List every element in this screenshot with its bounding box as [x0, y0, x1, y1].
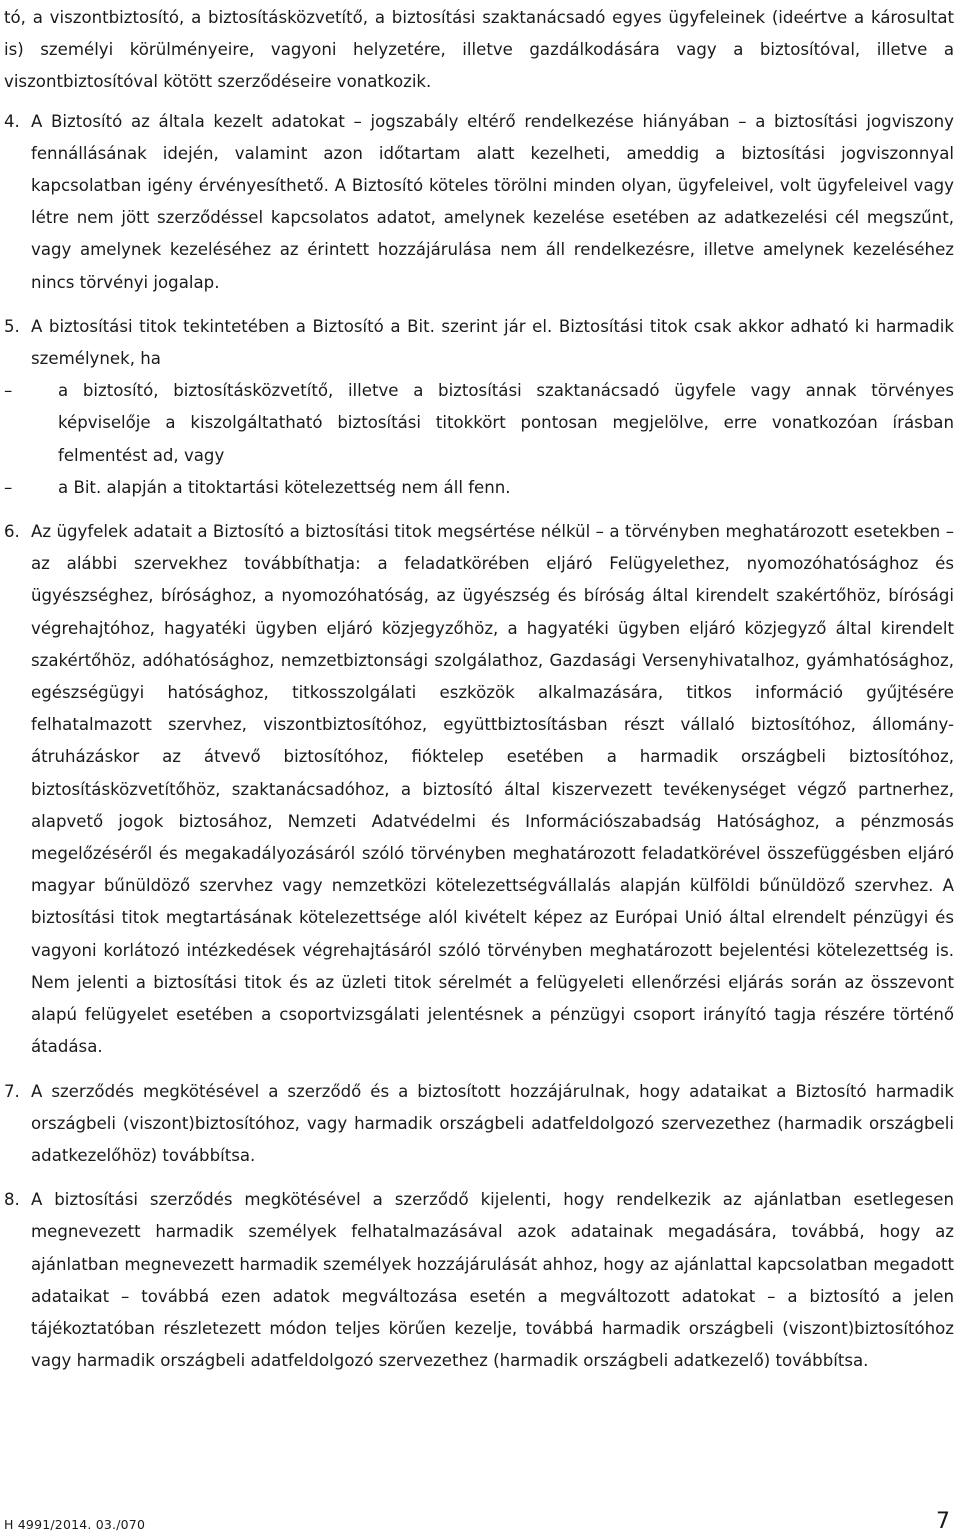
dash-marker: –	[4, 477, 13, 497]
list-item-8	[4, 1184, 954, 1377]
item-number: 6.	[4, 522, 20, 542]
list-item-6	[4, 516, 954, 1063]
intro-paragraph: tó, a viszontbiztosító, a biztosításközvetítő, a biztosítási szaktanácsadó egyes ügyfeleinek (ideértve a károsultat is) személyi körülményeire, vagyoni helyzetére, illetve gazdálkodására vagy a biztosítóval, illetve a viszontbiztosítóval kötött szerződéseire vonatkozik.	[4, 8, 954, 92]
item-number: 7.	[4, 1081, 20, 1101]
dash-item-text: a Bit. alapján a titoktartási kötelezettség nem áll fenn.	[58, 477, 511, 497]
dash-item-1	[4, 375, 954, 472]
item-number: 8.	[4, 1190, 20, 1210]
page-number: 7	[936, 1509, 950, 1534]
item-number: 4.	[4, 111, 20, 131]
list-item-5	[4, 311, 954, 375]
item-text: A szerződés megkötésével a szerződő és a biztosított hozzájárulnak, hogy adataikat a Biztosító harmadik országbeli (viszont)biztosítóhoz, vagy harmadik országbeli adatfeldolgozó szervezethez (harmadik országbeli adatkezelőhöz) továbbítsa.	[31, 1081, 954, 1165]
item-text: A Biztosító az általa kezelt adatokat – jogszabály eltérő rendelkezése hiányában – a biztosítási jogviszony fennállásának idején, valamint azon időtartam alatt kezelheti, ameddig a biztosítási jogviszonnyal kapcsolatban igény érvényesíthető. A Biztosító köteles törölni minden olyan, ügyfeleivel, volt ügyfeleivel vagy létre nem jött szerződéssel kapcsolatos adatot, amelynek kezelése esetében az adatkezelési cél megszűnt, vagy amelynek kezeléséhez az érintett hozzájárulása nem áll rendelkezésre, illetve amelynek kezeléséhez nincs törvényi jogalap.	[31, 111, 954, 292]
item-number: 5.	[4, 316, 20, 336]
item-text: A biztosítási titok tekintetében a Biztosító a Bit. szerint jár el. Biztosítási titok csak akkor adható ki harmadik személynek, ha	[31, 316, 954, 369]
item-content	[31, 311, 954, 375]
list-item-7	[4, 1076, 954, 1173]
list-item-4	[4, 106, 954, 299]
dash-marker: –	[4, 381, 13, 401]
document-body	[4, 2, 954, 1377]
spacer	[4, 504, 954, 516]
item-text: Az ügyfelek adatait a Biztosító a biztosítási titok megsértése nélkül – a törvényben meghatározott esetekben – az alábbi szervekhez továbbíthatja: a feladatkörében eljáró Felügyelethez, nyomozóhatósághoz és ügyészséghez, bírósághoz, a nyomozóhatóság, az ügyészség és bíróság által kirendelt szakértőhöz, bírósági végrehajtóhoz, hagyatéki ügyben eljáró közjegyzőhöz, a hagyatéki ügyben eljáró közjegyző által kirendelt szakértőhöz, adóhatósághoz, nemzetbiztonsági szolgálathoz, Gazdasági Versenyhivatalhoz, gyámhatósághoz, egészségügyi hatósághoz, titkosszolgálati eszközök alkalmazására, titkos információ gyűjtésére felhatalmazott szervhez, viszontbiztosítóhoz, együttbiztosításban részt vállaló biztosítóhoz, állomány-átruházáskor az átvevő biztosítóhoz, fióktelep esetében a harmadik országbeli biztosítóhoz, biztosításközvetítőhöz, szaktanácsadóhoz, a biztosító által kiszervezett tevékenységet végző partnerhez, alapvető jogok biztosához, Nemzeti Adatvédelmi és Információszabadság Hatósághoz, a pénzmosás megelőzéséről és megakadályozásáról szóló törvényben meghatározott feladatkörével összefüggésben eljáró magyar bűnüldöző szervhez vagy nemzetközi kötelezettségvállalás alapján külföldi bűnüldöző szervhez. A biztosítási titok megtartásának kötelezettsége alól kivételt képez az Európai Unió által elrendelt pénzügyi és vagyoni korlátozó intézkedések végrehajtásáról szóló törvényben meghatározott bejelentési kötelezettség is. Nem jelenti a biztosítási titok és az üzleti titok sérelmét a felügyeleti ellenőrzési eljárás során az összevont alapú felügyelet esetében a csoportvizsgálati jelentésnek a pénzügyi csoport irányító tagja részére történő átadása.	[31, 522, 954, 1057]
document-code: H 4991/2014. 03./070	[4, 1517, 146, 1532]
dash-item-2	[4, 472, 954, 504]
spacer	[4, 99, 954, 106]
item-text: A biztosítási szerződés megkötésével a szerződő kijelenti, hogy rendelkezik az ajánlatban esetlegesen megnevezett harmadik személyek felhatalmazásával azok adatainak megadására, továbbá, hogy az ajánlatban megnevezett harmadik személyek hozzájárulását ahhoz, hogy az ajánlattal kapcsolatban megadott adataikat – továbbá ezen adatok megváltozása esetén a megváltozott adatokat – a biztosító a jelen tájékoztatóban részletezett módon teljes körűen kezelje, továbbá harmadik országbeli (viszont)biztosítóhoz vagy harmadik országbeli adatfeldolgozó szervezethez (harmadik országbeli adatkezelő) továbbítsa.	[31, 1190, 954, 1371]
dash-item-text: a biztosító, biztosításközvetítő, illetve a biztosítási szaktanácsadó ügyfele vagy annak törvényes képviselője a kiszolgáltatható biztosítási titokkört pontosan megjelölve, erre vonatkozóan írásban felmentést ad, vagy	[58, 381, 954, 465]
spacer	[4, 299, 954, 311]
spacer	[4, 1064, 954, 1076]
spacer	[4, 1172, 954, 1184]
